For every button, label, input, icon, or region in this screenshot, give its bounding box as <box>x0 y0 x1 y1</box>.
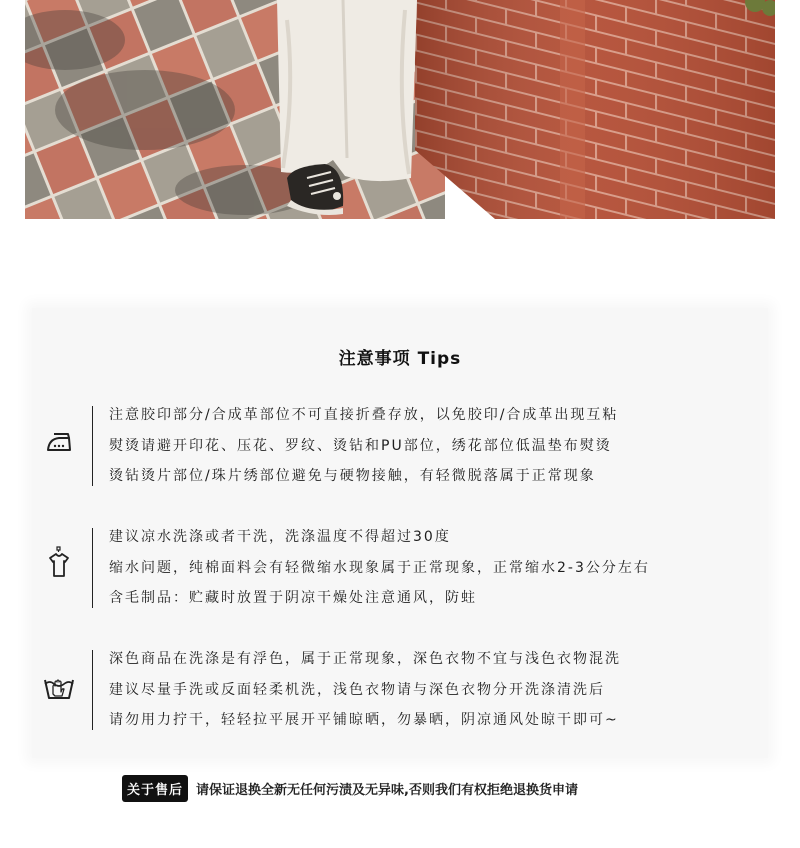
care-line: 含毛制品：贮藏时放置于阴凉干燥处注意通风，防蛀 <box>109 590 477 606</box>
section-divider <box>92 650 93 730</box>
after-sale-note: 请保证退换全新无任何污渍及无异味,否则我们有权拒绝退换货申请 <box>196 782 578 798</box>
care-line: 请勿用力拧干，轻轻拉平展开平铺晾晒，勿暴晒，阴凉通风处晾干即可~ <box>109 712 619 728</box>
product-photo <box>25 0 775 219</box>
section-divider <box>92 528 93 608</box>
care-line: 烫钻烫片部位/珠片绣部位避免与硬物接触，有轻微脱落属于正常现象 <box>109 468 596 484</box>
after-sale-notice <box>122 775 578 801</box>
care-line: 建议凉水洗涤或者干洗，洗涤温度不得超过30度 <box>109 529 451 545</box>
product-photo-icon <box>25 0 775 219</box>
care-tips-title: 注意事项 Tips <box>338 349 462 369</box>
care-line: 深色商品在洗涤是有浮色，属于正常现象，深色衣物不宜与浅色衣物混洗 <box>109 651 621 667</box>
care-line: 熨烫请避开印花、压花、罗纹、烫钻和PU部位，绣花部位低温垫布熨烫 <box>109 437 612 454</box>
care-line: 缩水问题，纯棉面料会有轻微缩水现象属于正常现象，正常缩水2-3公分左右 <box>109 559 650 576</box>
hand-wash-icon <box>42 670 76 704</box>
care-tips-card <box>32 308 768 758</box>
after-sale-badge: 关于售后 <box>122 775 188 802</box>
care-line: 注意胶印部分/合成革部位不可直接折叠存放，以免胶印/合成革出现互粘 <box>109 407 619 423</box>
iron-icon <box>42 426 76 460</box>
section-divider <box>92 406 93 486</box>
care-line: 建议尽量手洗或反面轻柔机洗，浅色衣物请与深色衣物分开洗涤清洗后 <box>109 681 605 698</box>
shirt-temperature-icon <box>42 546 76 580</box>
